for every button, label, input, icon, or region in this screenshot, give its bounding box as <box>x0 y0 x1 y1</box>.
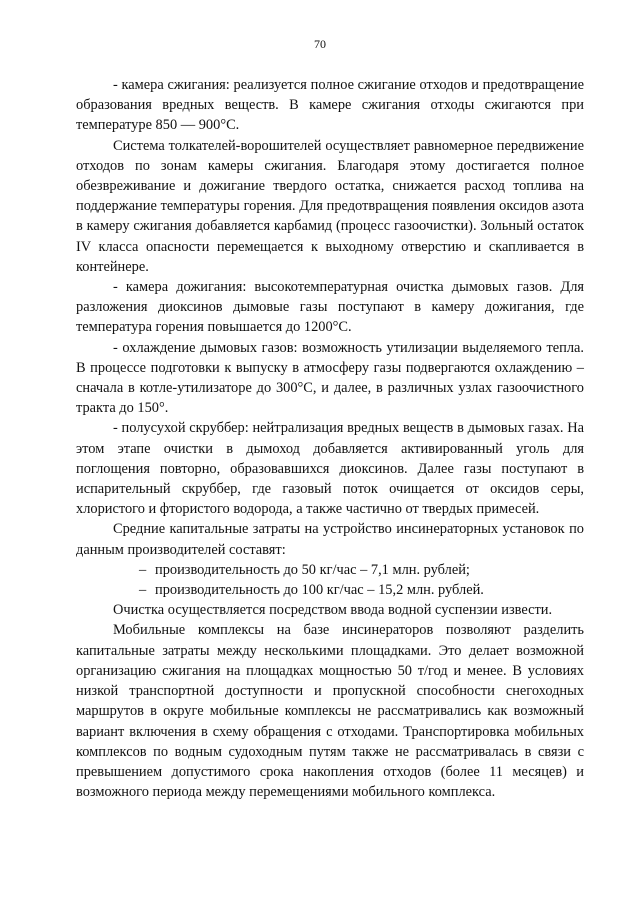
page-body <box>76 75 584 802</box>
list-dash: – <box>139 582 147 599</box>
list-item-text: производительность до 100 кг/час – 15,2 млн. рублей. <box>155 582 484 599</box>
paragraph-afterburner-chamber: - камера дожигания: высокотемпературная очистка дымовых газов. Для разложения диоксинов дымовые газы поступают в камеру дожигания, где температура горения повышается до 1200°С. <box>76 279 584 336</box>
list-item <box>76 560 584 580</box>
paragraph-lime-suspension: Очистка осуществляется посредством ввода водной суспензии извести. <box>113 602 553 619</box>
page-number: 70 <box>314 37 326 51</box>
list-item-text: производительность до 50 кг/час – 7,1 млн. рублей; <box>155 561 470 578</box>
list-item <box>76 580 584 600</box>
paragraph-combustion-chamber: - камера сжигания: реализуется полное сжигание отходов и предотвращение образования вредных веществ. В камере сжигания отходы сжигаются при температуре 850 — 900°С. <box>76 77 584 134</box>
list-dash: – <box>139 561 147 578</box>
paragraph-semi-dry-scrubber: - полусухой скруббер: нейтрализация вредных веществ в дымовых газах. На этом этапе очистки в дымоход добавляется активированный уголь для поглощения повторно, образовавшихся диоксинов. Далее газы поступают в испарительный скруббер, где газовый поток очищается от оксидов серы, хлористого и фтористого водорода, а также частично от твердых примесей. <box>76 420 584 518</box>
paragraph-mobile-complexes: Мобильные комплексы на базе инсинераторов позволяют разделить капитальные затраты между несколькими площадками. Это делает возможной организацию сжигания на площадках мощностью 50 т/год и менее. В условиях низкой транспортной доступности и пропускной способности снегоходных маршрутов в округе мобильные комплексы не рассматривались как возможный вариант включения в схему обращения с отходами. Транспортировка мобильных комплексов по водным судоходным путям также не рассматривалась в связи с превышением допустимого срока накопления отходов (более 11 месяцев) и возможного периода между перемещениями мобильного комплекса. <box>76 622 584 801</box>
paragraph-flue-gas-cooling: - охлаждение дымовых газов: возможность утилизации выделяемого тепла. В процессе подготовки к выпуску в атмосферу газы подвергаются охлаждению – сначала в котле-утилизаторе до 300°С, и далее, в различных узлах газоочистного тракта до 150°. <box>76 339 584 417</box>
paragraph-capital-costs: Средние капитальные затраты на устройство инсинераторных установок по данным производителей составят: <box>76 521 584 558</box>
paragraph-pusher-system: Система толкателей-ворошителей осуществляет равномерное передвижение отходов по зонам камеры сжигания. Благодаря этому достигается полное обезвреживание и дожигание твердого остатка, снижается расход топлива на поддержание температуры горения. Для предотвращения появления оксидов азота в камеру сжигания добавляется карбамид (процесс газоочистки). Зольный остаток IV класса опасности перемещается к выходному отверстию и скапливается в контейнере. <box>76 137 584 275</box>
cost-list <box>76 560 584 600</box>
